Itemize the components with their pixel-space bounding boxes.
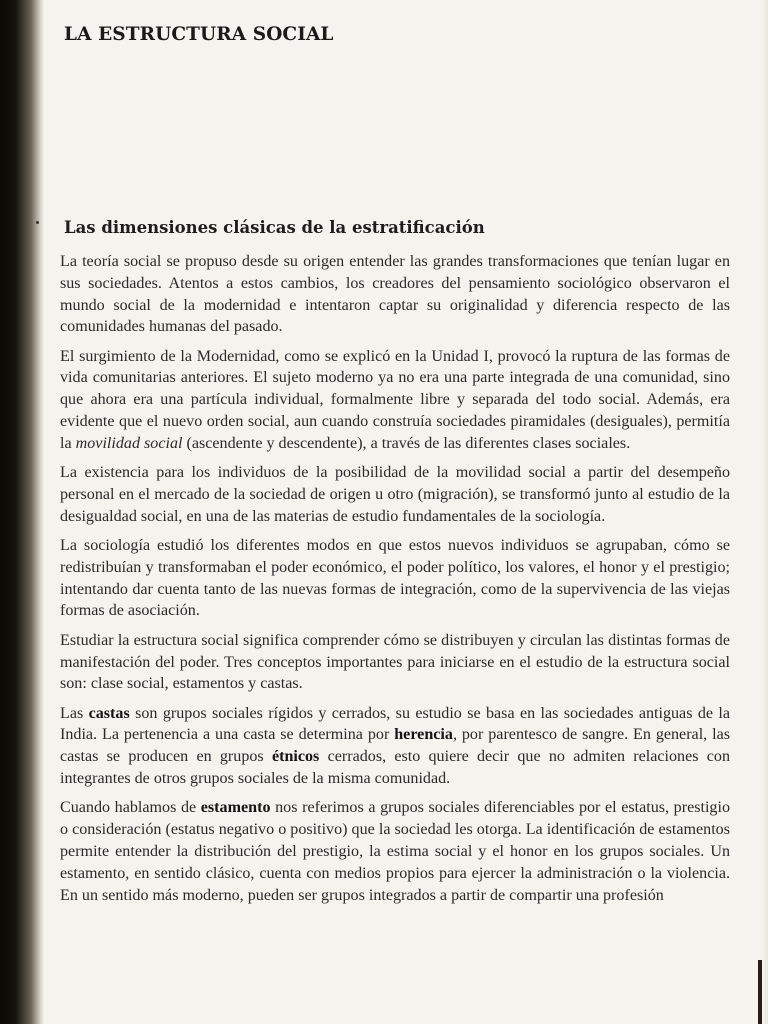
paragraph-7: [60, 797, 730, 906]
section-title: Las dimensiones clásicas de la estratificación: [64, 218, 485, 237]
paragraph-1: La teoría social se propuso desde su origen entender las grandes transformaciones que tenían lugar en sus sociedades. Atentos a estos cambios, los creadores del pensamiento sociológico observaron el mundo social de la modernidad e intentaron captar su originalidad y diferencia respecto de las comunidades humanas del pasado.: [60, 253, 730, 336]
paragraph-5: Estudiar la estructura social significa comprender cómo se distribuyen y circulan las distintas formas de manifestación del poder. Tres conceptos importantes para iniciarse en el estudio de la estructura social son: clase social, estamentos y castas.: [60, 631, 730, 693]
paragraph-6-text-a: Las: [60, 704, 89, 722]
paragraph-7-text-a: Cuando hablamos de: [60, 799, 201, 817]
margin-dot: [36, 221, 39, 224]
book-page: [58, 0, 734, 1024]
italic-term-movilidad-social: movilidad social: [75, 434, 183, 452]
body-text: [60, 251, 730, 914]
page-edge: [762, 0, 768, 1024]
book-spine-shadow: [0, 0, 44, 1024]
paragraph-7-text-b: nos referimos a grupos sociales diferenciables por el estatus, prestigio o consideración (estatus negativo o positivo) que la sociedad les otorga. La identificación de estamentos permite entender la distribución del prestigio, la estima social y el honor en los grupos sociales. Un estamento, en sentido clásico, cuenta con medios propios para ejercer la administración o la violencia. En un sentido más moderno, pueden ser grupos integrados a partir de compartir una profesión: [60, 799, 730, 904]
bold-term-castas: castas: [88, 704, 130, 722]
running-header: LA ESTRUCTURA SOCIAL: [64, 24, 334, 45]
paragraph-6-text-d: cerrados, esto quiere decir que no admiten relaciones con integrantes de otros grupos sociales de la misma comunidad.: [60, 748, 730, 788]
paragraph-4: La sociología estudió los diferentes modos en que estos nuevos individuos se agrupaban, cómo se redistribuían y transformaban el poder económico, el poder político, los valores, el honor y el prestigio; intentando dar cuenta tanto de las nuevas formas de integración, como de la supervivencia de las viejas formas de asociación.: [60, 537, 730, 620]
paragraph-2-text-b: (ascendente y descendente), a través de las diferentes clases sociales.: [182, 434, 631, 452]
bold-term-estamento: estamento: [200, 799, 271, 817]
paragraph-6: [60, 703, 730, 790]
paragraph-3: La existencia para los individuos de la posibilidad de la movilidad social a partir del desempeño personal en el mercado de la sociedad de origen u otro (migración), se transformó junto al estudio de la desigualdad social, en una de las materias de estudio fundamentales de la sociología.: [60, 464, 730, 525]
bold-term-etnicos: étnicos: [271, 748, 320, 766]
paragraph-2-text-a: El surgimiento de la Modernidad, como se explicó en la Unidad I, provocó la ruptura de las formas de vida comunitarias anteriores. El sujeto moderno ya no era una parte integrada de una comunidad, sino que ahora era una partícula individual, formalmente libre y separada del todo social. Además, era evidente que el nuevo orden social, aun cuando construía sociedades piramidales (desiguales), permitía la: [60, 347, 730, 452]
paragraph-2: [60, 346, 730, 455]
page-corner-mark: [758, 960, 762, 1024]
paragraph-6-text-c: , por parentesco de sangre. En general, las castas se producen en grupos: [60, 726, 730, 766]
paragraph-6-text-b: son grupos sociales rígidos y cerrados, su estudio se basa en las sociedades antiguas de la India. La pertenencia a una casta se determina por: [60, 704, 730, 744]
bold-term-herencia: herencia: [394, 726, 453, 744]
